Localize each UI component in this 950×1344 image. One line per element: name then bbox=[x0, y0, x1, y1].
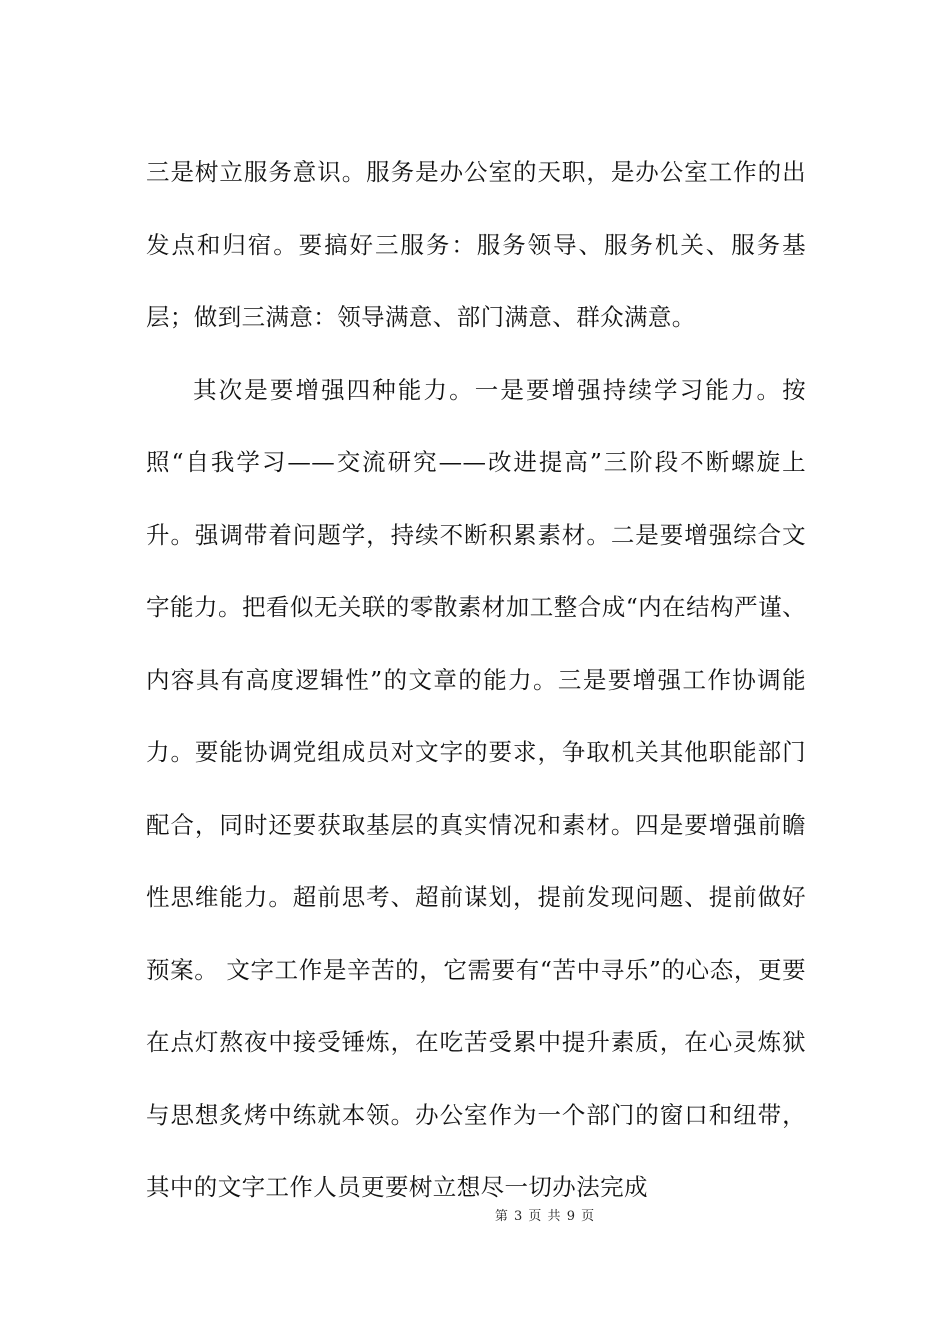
page-number-footer: 第 3 页 共 9 页 bbox=[494, 1209, 596, 1224]
paragraph-service-awareness: 三是树立服务意识。服务是办公室的天职，是办公室工作的出发点和归宿。要搞好三服务：服务领导、服务机关、服务基层；做到三满意：领导满意、部门满意、群众满意。 bbox=[146, 158, 806, 331]
document-body bbox=[146, 136, 806, 1224]
paragraph-four-abilities: 其次是要增强四种能力。一是要增强持续学习能力。按照“自我学习——交流研究——改进提高”三阶段不断螺旋上升。强调带着问题学，持续不断积累素材。二是要增强综合文字能力。把看似无关联的零散素材加工整合成“内在结构严谨、内容具有高度逻辑性”的文章的能力。三是要增强工作协调能力。要能协调党组成员对文字的要求，争取机关其他职能部门配合，同时还要获取基层的真实情况和素材。四是要增强前瞻性思维能力。超前思考、超前谋划，提前发现问题、提前做好预案。 文字工作是辛苦的，它需要有“苦中寻乐”的心态，更要在点灯熬夜中接受锤炼，在吃苦受累中提升素质，在心灵炼狱与思想炙烤中练就本领。办公室作为一个部门的窗口和纽带，其中的文字工作人员更要树立想尽一切办法完成 bbox=[146, 375, 806, 1201]
